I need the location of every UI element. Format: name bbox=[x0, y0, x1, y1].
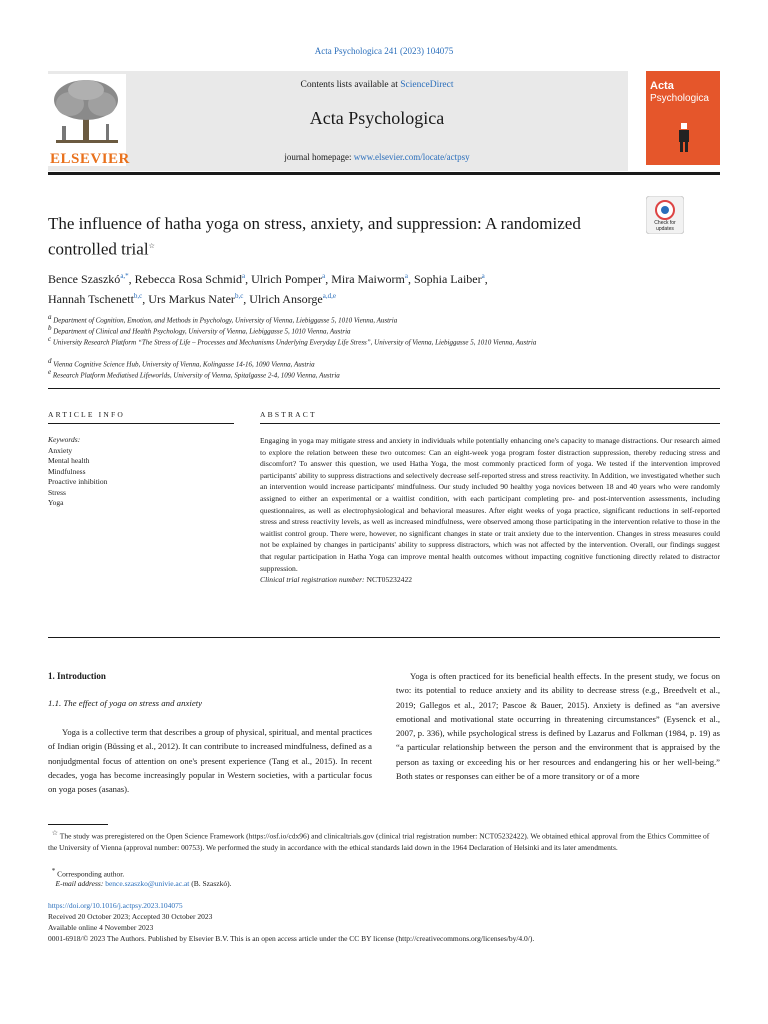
author[interactable]: Bence Szaszkó bbox=[48, 272, 121, 286]
available-date: Available online 4 November 2023 bbox=[48, 923, 154, 932]
author[interactable]: Mira Maiworm bbox=[331, 272, 405, 286]
keyword: Anxiety bbox=[48, 445, 73, 455]
license-line: 0001-6918/© 2023 The Authors. Published by Elsevier B.V. This is an open access article under the CC BY license (http://creativecommons.org/licenses/by/4.0/). bbox=[48, 934, 535, 943]
article-footer bbox=[48, 900, 728, 944]
keyword: Mental health bbox=[48, 456, 90, 465]
doi-link[interactable]: https://doi.org/10.1016/j.actpsy.2023.104075 bbox=[48, 901, 183, 910]
contents-line: Contents lists available at ScienceDirect bbox=[300, 80, 454, 90]
keyword: Mindfulness bbox=[48, 466, 86, 476]
subsection-heading: 1.1. The effect of yoga on stress and anxiety bbox=[48, 698, 203, 708]
author[interactable]: Ulrich Ansorge bbox=[249, 292, 323, 306]
cover-title: Acta bbox=[650, 80, 674, 92]
footnote-rule bbox=[48, 824, 108, 825]
divider bbox=[260, 423, 720, 424]
affiliation: $^e$ Research Platform Mediatised Lifeworlds, University of Vienna, Spitalgasse 2-4, 1090 Vienna, Austria bbox=[48, 368, 340, 380]
author[interactable]: Ulrich Pomper bbox=[251, 272, 323, 286]
affiliation: $^d$ Vienna Cognitive Science Hub, University of Vienna, Kolingasse 14-16, 1090 Vienna, Austria bbox=[48, 357, 315, 369]
section-heading: 1. Introduction bbox=[48, 671, 106, 681]
abstract-heading: ABSTRACT bbox=[260, 410, 317, 419]
journal-citation[interactable]: Acta Psychologica 241 (2023) 104075 bbox=[314, 46, 454, 56]
author[interactable]: Sophia Laiber bbox=[413, 272, 482, 286]
received-dates: Received 20 October 2023; Accepted 30 October 2023 bbox=[48, 912, 213, 921]
author[interactable]: Hannah Tschenett bbox=[48, 292, 134, 306]
sciencedirect-link[interactable]: ScienceDirect bbox=[400, 80, 454, 90]
badge-text: Check for updates bbox=[654, 220, 676, 232]
title-footnote-mark[interactable]: ☆ bbox=[148, 242, 155, 250]
author-list: Bence Szaszkó$^{a,*}$, Rebecca Rosa Schmid$^a$, Ulrich Pomper$^a$, Mira Maiworm$^a$, Sophia Laiber$^a$, Hannah Tschenett$^{b,c}$, Urs Markus Nater$^{b,c}$, Ulrich Ansorge$^{a,d,e}$ bbox=[48, 272, 488, 306]
journal-homepage: journal homepage: www.elsevier.com/locate/actpsy bbox=[284, 152, 470, 162]
publisher-name: ELSEVIER bbox=[50, 151, 130, 167]
email-link[interactable]: bence.szaszko@univie.ac.at bbox=[105, 879, 190, 888]
affiliation: $^b$ Department of Clinical and Health Psychology, University of Vienna, Liebiggasse 5, 1010 Vienna, Austria bbox=[48, 324, 351, 336]
article-info-heading: ARTICLE INFO bbox=[48, 410, 125, 419]
keywords-block bbox=[48, 435, 107, 509]
footnote-star: ☆ The study was preregistered on the Open Science Framework (https://osf.io/cdx96) and clinicaltrials.gov (clinical trial registration number: NCT05232422). We obtained ethical approval from the Ethics Committee of the University of Vienna (approval number: 00753). We performed the study in accordance with the ethical standards laid down in the 1964 Declaration of Helsinki and its later amendments. bbox=[48, 829, 710, 852]
footnote-corresponding: * Corresponding author. bbox=[51, 867, 125, 879]
author[interactable]: Rebecca Rosa Schmid bbox=[134, 272, 242, 286]
elsevier-tree-icon bbox=[48, 74, 126, 150]
elsevier-logo bbox=[48, 74, 130, 167]
journal-name: Acta Psychologica bbox=[309, 108, 445, 128]
banner-rule bbox=[48, 172, 720, 175]
intro-left-paragraph: Yoga is a collective term that describes a group of physical, spiritual, and mental practices of Indian origin (Büssing et al., 2012). It can contribute to increased mindfulness, defined as a nonjudgmental focus of attention on one's present experience (Tang et al., 2015). In recent decades, yoga has become increasingly popular in Western societies, with a particular focus on yoga poses (asanas). bbox=[48, 727, 372, 795]
registration-line: Clinical trial registration number: NCT05232422 bbox=[260, 575, 413, 585]
abstract-body: Engaging in yoga may mitigate stress and anxiety in individuals while potentially enhancing one's capacity to manage distractions. Our research aimed to explore the relation between these two outcomes: Can an eight-week yoga program foster distraction suppression, thereby reducing stress and discomfort? To answer this question, we used Hatha Yoga, the most commonly practiced form of yoga. We tested if the intervention improved participants' ability to suppress distractions and selectively decrease self-reported stress and stress reactivity. In Addition, we investigated whether such an intervention would increase participants' mindfulness. Our study included 90 healthy yoga novices between 18 and 40 years who were randomly assigned to either an experimental or a waitlist condition, with each participant completing pre- and post-intervention assessments, including questionnaires, as well as electrophysiological and behavioral measures. After eight weeks of yoga practice, significant reductions in self-reported stress and stress reactivity levels, as well as increased mindfulness, were observed among those participating in the intervention relative to those in the waitlist control group. There were, however, no significant changes in state or trait anxiety due to the intervention. Changes in stress measures could not be explained by changes in participants' ability to suppress distractors, which was not affected by the intervention. Overall, our findings suggest that regular participation in Hatha Yoga can improve mental health outcomes without impacting cognitive functioning directly related to distractor suppression. Clinical trial registration number: NCT05232422 bbox=[260, 436, 720, 585]
divider bbox=[48, 423, 234, 424]
article-title: The influence of hatha yoga on stress, anxiety, and suppression: A randomized controlled trial☆ bbox=[48, 214, 581, 259]
keyword: Yoga bbox=[48, 498, 64, 507]
affiliation: $^a$ Department of Cognition, Emotion, and Methods in Psychology, University of Vienna, Liebiggasse 5, 1010 Vienna, Austria bbox=[48, 313, 398, 325]
divider bbox=[48, 388, 720, 389]
cover-subtitle: Psychologica bbox=[650, 93, 709, 104]
cover-figure-icon bbox=[676, 123, 692, 153]
homepage-link[interactable]: www.elsevier.com/locate/actpsy bbox=[353, 152, 470, 162]
author[interactable]: Urs Markus Nater bbox=[148, 292, 235, 306]
footnote-email: E-mail address: bence.szaszko@univie.ac.at (B. Szaszkó). bbox=[55, 879, 232, 888]
affiliation: $^c$ University Research Platform “The Stress of Life – Processes and Mechanisms Underlying Everyday Life Stress”, University of Vienna, Liebiggasse 5, 1010 Vienna, Austria bbox=[48, 335, 537, 347]
check-for-updates-badge[interactable] bbox=[646, 196, 684, 234]
keyword: Stress bbox=[48, 487, 66, 497]
keywords-label: Keywords: bbox=[48, 435, 81, 444]
divider bbox=[48, 637, 720, 638]
keyword: Proactive inhibition bbox=[48, 477, 108, 486]
journal-cover[interactable] bbox=[646, 71, 720, 165]
intro-right-paragraph: Yoga is often practiced for its beneficial health effects. In the present study, we focus on two: its potential to reduce anxiety and its ability to decrease stress (e.g., Breedvelt et al., 2019; Gallegos et al., 2017; Pascoe & Bauer, 2015). Anxiety is defined as “an aversive emotional and motivational state occurring in threatening circumstances” (Eysenck et al., 2007, p. 336), while psychological stress is defined by Lazarus and Folkman (1984, p. 19) as “a particular relationship between the person and the environment that is appraised by the person as taxing or exceeding his or her resources and endangering his or her well-being.” Both states or responses can either be of a more transitory or of a more bbox=[396, 671, 720, 782]
